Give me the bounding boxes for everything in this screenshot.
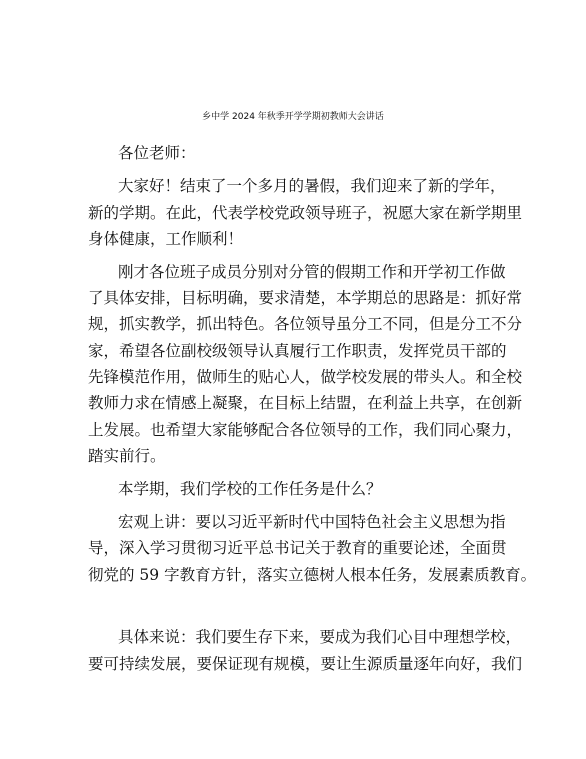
paragraph-line: 导，深入学习贯彻习近平总书记关于教育的重要论述，全面贯 — [88, 539, 507, 557]
paragraph-line: 要可持续发展，要保证现有规模，要让生源质量逐年向好，我们 — [88, 655, 523, 673]
paragraph-line: 先锋模范作用，做师生的贴心人，做学校发展的带头人。和全校 — [88, 368, 523, 386]
paragraph-line: 踏实前行。 — [88, 447, 166, 465]
paragraph-line: 宏观上讲：要以习近平新时代中国特色社会主义思想为指 — [118, 513, 506, 531]
paragraph-line: 刚才各位班子成员分别对分管的假期工作和开学初工作做 — [118, 263, 506, 281]
paragraph-line: 彻党的 59 字教育方针，落实立德树人根本任务，发展素质教育。 — [88, 566, 537, 584]
paragraph-line: 新的学期。在此，代表学校党政领导班子，祝愿大家在新学期里 — [88, 204, 523, 222]
paragraph-line: 身体健康，工作顺利！ — [88, 230, 244, 248]
paragraph-line: 大家好！结束了一个多月的暑假，我们迎来了新的学年， — [118, 177, 506, 195]
paragraph-line: 家，希望各位副校级领导认真履行工作职责，发挥党员干部的 — [88, 342, 507, 360]
paragraph-line: 规，抓实教学，抓出特色。各位领导虽分工不同，但是分工不分 — [88, 315, 523, 333]
document-title: 乡中学 2024 年秋季开学学期初教师大会讲话 — [202, 112, 384, 122]
paragraph-line: 上发展。也希望大家能够配合各位领导的工作，我们同心聚力， — [88, 421, 523, 439]
salutation: 各位老师： — [118, 144, 196, 162]
paragraph-line: 本学期，我们学校的工作任务是什么？ — [118, 480, 382, 498]
paragraph-line: 具体来说：我们要生存下来，要成为我们心目中理想学校， — [118, 628, 522, 646]
paragraph-line: 教师力求在情感上凝聚，在目标上结盟，在利益上共享，在创新 — [88, 394, 523, 412]
paragraph-line: 了具体安排，目标明确，要求清楚，本学期总的思路是：抓好常 — [88, 289, 523, 307]
